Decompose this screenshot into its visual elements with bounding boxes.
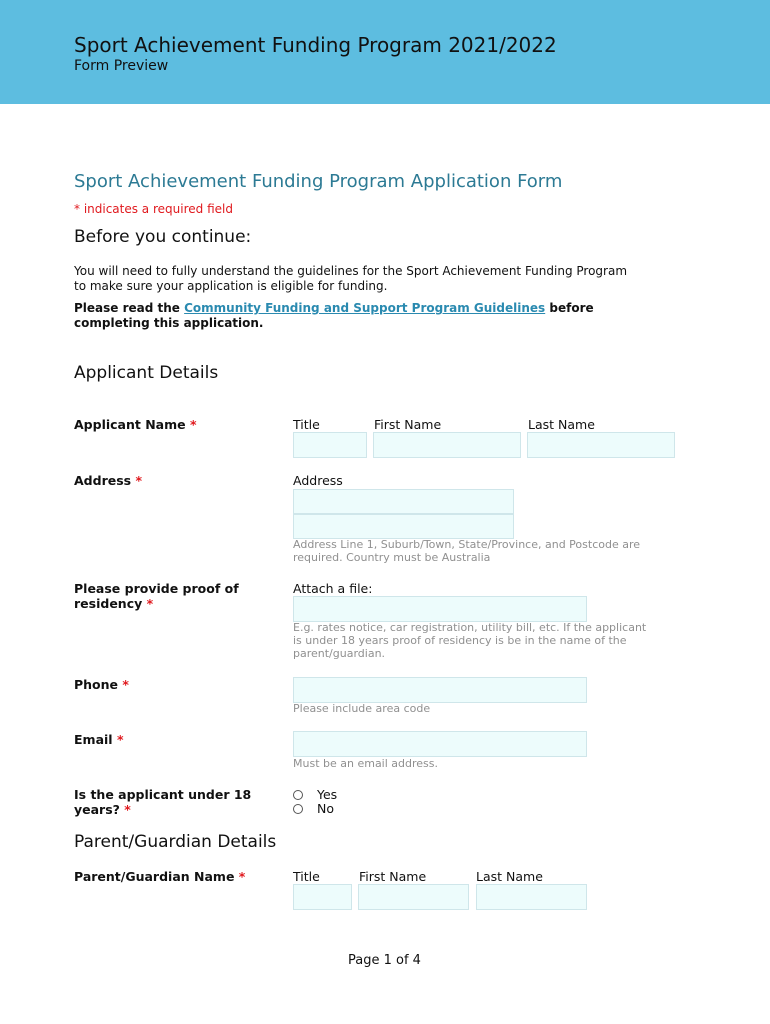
email-hint: Must be an email address. bbox=[293, 757, 439, 770]
read-guidelines-prefix: Please read the bbox=[74, 301, 185, 315]
page-header-title: Sport Achievement Funding Program 2021/2022 bbox=[74, 33, 557, 57]
guardian-last-name-input[interactable] bbox=[476, 884, 587, 910]
applicant-name-label-text: Applicant Name bbox=[74, 417, 186, 432]
before-continue-heading: Before you continue: bbox=[74, 227, 252, 247]
address-hint-line-1: Address Line 1, Suburb/Town, State/Province, and Postcode are bbox=[293, 538, 641, 551]
proof-hint-line-2: is under 18 years proof of residency is be in the name of the bbox=[293, 634, 627, 647]
proof-residency-label-line-1: Please provide proof of bbox=[74, 581, 239, 596]
applicant-title-label: Title bbox=[293, 417, 320, 432]
under-18-label-text: years? bbox=[74, 802, 120, 817]
under-18-no-radio[interactable] bbox=[293, 804, 303, 814]
under-18-yes-label: Yes bbox=[317, 787, 338, 802]
address-line-2-input[interactable] bbox=[293, 514, 514, 539]
applicant-first-name-label: First Name bbox=[374, 417, 442, 432]
under-18-label-line-1: Is the applicant under 18 bbox=[74, 787, 252, 802]
page-number: Page 1 of 4 bbox=[348, 953, 421, 968]
proof-residency-label-text: residency bbox=[74, 596, 143, 611]
required-star: * bbox=[116, 732, 124, 747]
applicant-name-label bbox=[74, 417, 197, 432]
required-star: * bbox=[238, 869, 246, 884]
attach-file-label: Attach a file: bbox=[293, 581, 373, 596]
attach-file-input[interactable] bbox=[293, 596, 587, 622]
under-18-label-line-2 bbox=[74, 802, 131, 817]
email-label-text: Email bbox=[74, 732, 113, 747]
required-star: * bbox=[135, 473, 142, 488]
required-star: * bbox=[189, 417, 197, 432]
guardian-name-label-text: Parent/Guardian Name bbox=[74, 869, 235, 884]
guardian-first-name-label: First Name bbox=[359, 869, 427, 884]
guidelines-text-line-1: You will need to fully understand the guidelines for the Sport Achievement Funding Program bbox=[74, 264, 628, 278]
page-header bbox=[0, 0, 770, 104]
guardian-details-heading: Parent/Guardian Details bbox=[74, 832, 277, 852]
applicant-title-input[interactable] bbox=[293, 432, 367, 458]
proof-hint-line-1: E.g. rates notice, car registration, utility bill, etc. If the applicant bbox=[293, 621, 647, 634]
read-guidelines-line-2: completing this application. bbox=[74, 316, 264, 330]
guidelines-link[interactable]: Community Funding and Support Program Guidelines bbox=[184, 301, 546, 315]
guidelines-text-line-2: to make sure your application is eligible for funding. bbox=[74, 279, 388, 293]
address-label bbox=[74, 473, 142, 488]
address-label-text: Address bbox=[74, 473, 132, 488]
required-star: * bbox=[122, 677, 129, 692]
proof-residency-label-line-2 bbox=[74, 596, 153, 611]
proof-hint-line-3: parent/guardian. bbox=[293, 647, 386, 660]
guardian-name-label bbox=[74, 869, 245, 884]
guardian-first-name-input[interactable] bbox=[358, 884, 469, 910]
applicant-last-name-label: Last Name bbox=[528, 417, 595, 432]
under-18-yes-radio[interactable] bbox=[293, 790, 303, 800]
guardian-title-input[interactable] bbox=[293, 884, 352, 910]
read-guidelines-line-1 bbox=[74, 301, 594, 316]
guardian-title-label: Title bbox=[293, 869, 320, 884]
address-hint-line-2: required. Country must be Australia bbox=[293, 551, 491, 564]
guardian-last-name-label: Last Name bbox=[476, 869, 543, 884]
required-star: * bbox=[146, 596, 154, 611]
address-sub-label: Address bbox=[293, 473, 343, 488]
page-header-subtitle: Form Preview bbox=[74, 58, 169, 74]
email-input[interactable] bbox=[293, 731, 587, 757]
address-line-1-input[interactable] bbox=[293, 489, 514, 514]
phone-label-text: Phone bbox=[74, 677, 119, 692]
phone-label bbox=[74, 677, 129, 692]
phone-input[interactable] bbox=[293, 677, 587, 703]
required-star: * bbox=[124, 802, 131, 817]
form-title: Sport Achievement Funding Program Application Form bbox=[74, 171, 563, 192]
applicant-first-name-input[interactable] bbox=[373, 432, 521, 458]
read-guidelines-suffix: before bbox=[545, 301, 594, 315]
applicant-last-name-input[interactable] bbox=[527, 432, 675, 458]
applicant-details-heading: Applicant Details bbox=[74, 363, 219, 383]
under-18-no-label: No bbox=[317, 801, 334, 816]
required-field-note: * indicates a required field bbox=[74, 202, 233, 216]
email-label bbox=[74, 732, 123, 747]
phone-hint: Please include area code bbox=[293, 702, 431, 715]
